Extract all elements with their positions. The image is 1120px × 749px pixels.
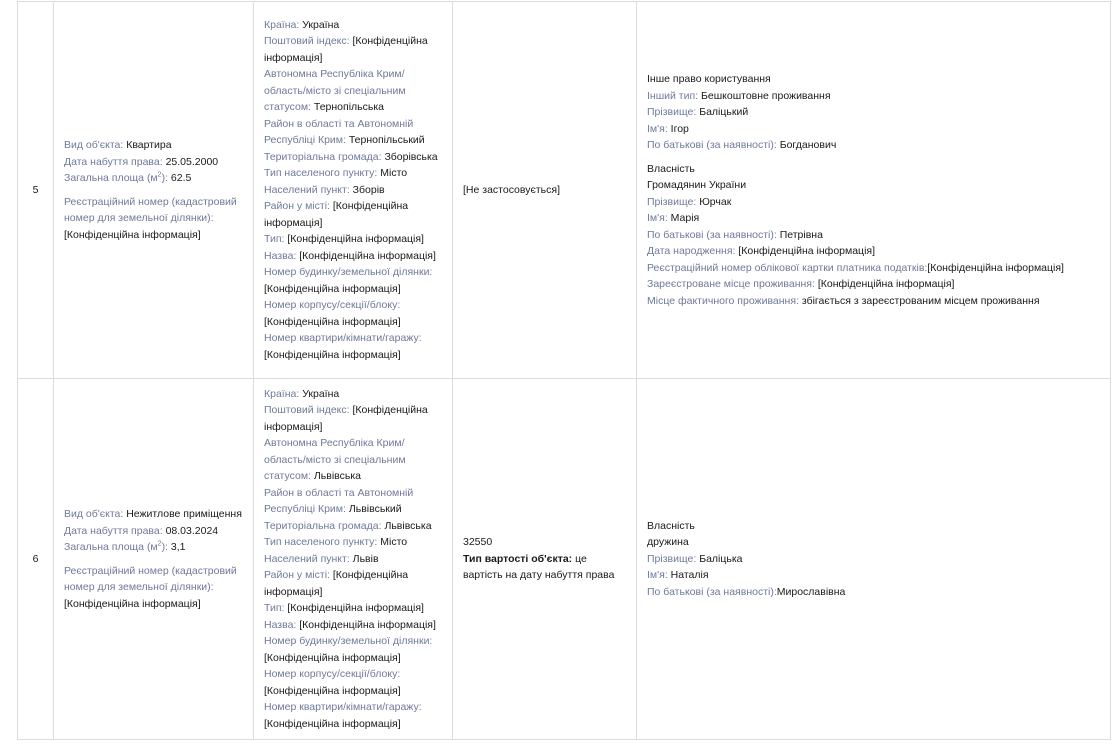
address-cell [254,379,453,740]
other-type-value: Бешкоштовне проживання [701,89,831,102]
street-name-value: [Конфіденційна інформація] [299,249,436,262]
owner-right: Інше право користування [647,73,771,85]
city-district-label: Район у місті: [264,569,330,582]
value-type-value: це вартість на дату набуття права [463,552,615,582]
surname-label: Прізвище: [647,195,697,208]
owner-right: Власність [647,519,695,532]
object-cell [54,379,254,740]
settlement-type-label: Тип населеного пункту: [264,167,378,180]
patronymic-label: По батькові (за наявності): [647,139,777,151]
surname-value: Баліцька [699,552,743,565]
registration-number-label: Реєстраційний номер (кадастровий номер для земельної ділянки): [64,564,237,593]
postal-label: Поштовий індекс: [264,35,350,48]
country-label: Країна: [264,387,300,400]
value-type-label: Тип вартості об'єкта: [463,552,573,565]
birth-date-value: [Конфіденційна інформація] [738,245,876,257]
block-value: [Конфіденційна інформація] [264,315,401,328]
settlement-value: Зборів [352,183,385,196]
country-label: Країна: [264,18,300,31]
street-name-label: Назва: [264,249,297,262]
tax-number-value: [Конфіденційна інформація] [927,261,1064,274]
district-label: Район в області та Автономній Республіці Крим: [264,486,414,516]
value-amount: 32550 [463,536,493,549]
region-value: Тернопільська [313,101,385,114]
block-value: [Конфіденційна інформація] [264,684,401,697]
value-cell [453,2,637,379]
city-district-label: Район у місті: [264,200,330,213]
city-district-value: [Конфіденційна інформація] [264,569,409,598]
street-type-value: [Конфіденційна інформація] [287,602,424,615]
settlement-label: Населений пункт: [264,183,350,196]
district-value: Тернопільський [348,134,425,147]
street-type-label: Тип: [264,233,285,246]
patronymic-value: Мирославівна [776,585,846,598]
community-label: Територіальна громада: [264,519,382,532]
area-value: 62.5 [170,172,192,184]
name-value: Наталія [670,569,709,582]
apartment-label: Номер квартири/кімнати/гаражу: [264,701,422,714]
postal-value: [Конфіденційна інформація] [264,35,428,64]
block-label: Номер корпусу/секції/блоку: [264,299,401,312]
area-label: Загальна площа $(м^2)$: [64,540,168,553]
settlement-type-value: Місто [380,536,408,549]
name-value: Ігор [670,122,689,135]
property-table [17,1,1111,740]
other-type-label: Інший тип: [647,89,699,102]
patronymic-value: Богданович [779,139,837,151]
registration-number-value: [Конфіденційна інформація] [64,597,201,610]
surname-value: Баліцький [699,106,749,118]
city-district-value: [Конфіденційна інформація] [264,200,409,229]
building-value: [Конфіденційна інформація] [264,282,401,295]
country-value: Україна [302,18,340,31]
apartment-value: [Конфіденційна інформація] [264,348,401,361]
district-label: Район в області та Автономній Республіці Крим: [264,117,414,147]
block-label: Номер корпусу/секції/блоку: [264,668,401,681]
birth-date-label: Дата народження: [647,245,736,257]
name-label: Ім'я: [647,122,668,135]
region-label: Автономна Республіка Крим/ область/місто зі спеціальним статусом: [264,437,406,483]
surname-label: Прізвище: [647,106,697,118]
patronymic-value: Петрівна [779,228,823,241]
object-type-value: Нежитлове приміщення [126,508,242,520]
actual-residence-label: Місце фактичного проживання: [647,294,799,307]
community-value: Львівська [384,519,432,532]
row-number: 5 [18,2,54,379]
name-label: Ім'я: [647,212,668,224]
registered-residence-label: Зареєстроване місце проживання: [647,278,815,290]
citizenship: Громадянин України [647,179,747,191]
surname-value: Юрчак [699,195,732,208]
street-type-value: [Конфіденційна інформація] [287,233,424,246]
acquisition-date-value: 25.05.2000 [165,155,219,168]
community-value: Зборівська [384,150,438,163]
surname-label: Прізвище: [647,552,697,565]
street-name-value: [Конфіденційна інформація] [299,618,436,631]
owners-cell [637,379,1111,740]
postal-value: [Конфіденційна інформація] [264,404,428,433]
registration-number-value: [Конфіденційна інформація] [64,228,201,241]
acquisition-date-label: Дата набуття права: [64,155,163,168]
name-label: Ім'я: [647,569,668,582]
tax-number-label: Реєстраційний номер облікової картки платника податків: [647,261,928,274]
postal-label: Поштовий індекс: [264,404,350,417]
value-text: [Не застосовується] [463,183,560,196]
table-row [18,2,1111,379]
object-type-label: Вид об'єкта: [64,139,124,151]
region-value: Львівська [313,470,361,483]
acquisition-date-label: Дата набуття права: [64,524,163,537]
apartment-label: Номер квартири/кімнати/гаражу: [264,332,422,345]
settlement-type-label: Тип населеного пункту: [264,536,378,549]
settlement-label: Населений пункт: [264,552,350,565]
settlement-value: Львів [352,552,379,565]
community-label: Територіальна громада: [264,150,382,163]
registration-number-label: Реєстраційний номер (кадастровий номер для земельної ділянки): [64,195,237,224]
area-value: 3,1 [170,541,186,553]
patronymic-label: По батькові (за наявності): [647,228,777,241]
patronymic-label: По батькові (за наявності): [647,585,777,598]
building-value: [Конфіденційна інформація] [264,651,401,664]
object-type-value: Квартира [126,139,172,151]
country-value: Україна [302,387,340,400]
owners-cell [637,2,1111,379]
building-label: Номер будинку/земельної ділянки: [264,266,433,279]
region-label: Автономна Республіка Крим/ область/місто зі спеціальним статусом: [264,68,406,114]
acquisition-date-value: 08.03.2024 [165,524,219,537]
settlement-type-value: Місто [380,167,408,180]
apartment-value: [Конфіденційна інформація] [264,717,401,730]
street-name-label: Назва: [264,618,297,631]
name-value: Марія [670,212,700,224]
object-cell [54,2,254,379]
row-number: 6 [18,379,54,740]
registered-residence-value: [Конфіденційна інформація] [817,278,955,290]
address-cell [254,2,453,379]
table-row [18,379,1111,740]
owner-relation: дружина [647,536,689,549]
area-label: Загальна площа $(м^2)$: [64,171,168,184]
object-type-label: Вид об'єкта: [64,508,124,520]
owner-right: Власність [647,162,695,175]
value-cell [453,379,637,740]
street-type-label: Тип: [264,602,285,615]
district-value: Львівський [348,503,402,516]
actual-residence-value: збігається з зареєстрованим місцем проживання [801,294,1040,307]
building-label: Номер будинку/земельної ділянки: [264,635,433,648]
